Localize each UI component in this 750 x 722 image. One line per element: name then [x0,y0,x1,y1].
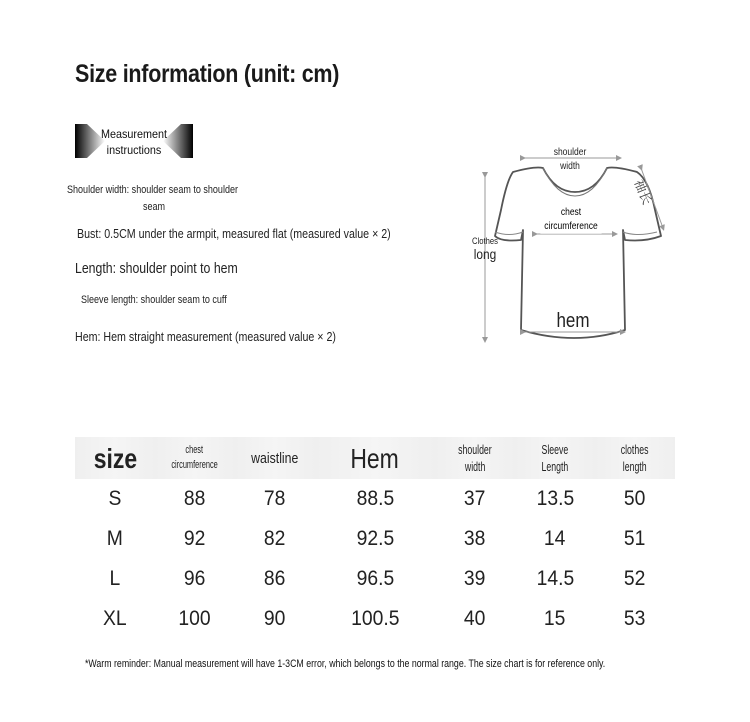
cell-shoulder: 40 [464,607,486,630]
measurement-instructions-badge [75,122,193,160]
cell-chest: 96 [184,567,206,590]
cell-clothes-length: 51 [624,527,646,550]
cell-sleeve: 14.5 [536,567,574,590]
diagram-chest-label: chest [560,207,582,218]
col-header-shoulder: shoulder width [435,437,515,479]
cell-sleeve: 15 [544,607,566,630]
diagram-shoulder-label: shoulder [553,147,587,158]
badge-line-1: Measurement [100,127,168,141]
cell-sleeve: 14 [544,527,566,550]
cell-hem: 96.5 [356,567,394,590]
col-header-waistline: waistline [235,437,315,479]
col-header-sleeve: Sleeve Length [515,437,595,479]
cell-hem: 92.5 [356,527,394,550]
instruction-sleeve: Sleeve length: shoulder seam to cuff [81,294,227,306]
cell-hem: 88.5 [356,487,394,510]
cell-size: XL [103,607,127,630]
cell-chest: 92 [184,527,206,550]
table-row [75,599,675,639]
cell-waistline: 90 [264,607,286,630]
table-row [75,559,675,599]
instruction-shoulder-cont: seam [143,201,166,213]
col-header-clothes-length: clothes length [595,437,675,479]
cell-clothes-length: 52 [624,567,646,590]
cell-shoulder: 37 [464,487,486,510]
table-row [75,519,675,559]
col-header-hem: Hem [315,437,435,479]
diagram-chest-label-2: circumference [544,221,598,232]
cell-clothes-length: 50 [624,487,646,510]
cell-waistline: 82 [264,527,286,550]
cell-size: S [108,487,122,510]
diagram-clothes-label: Clothes [472,236,498,246]
cell-waistline: 86 [264,567,286,590]
table-header-row [75,437,675,479]
size-table [75,437,675,639]
diagram-clothes-label-2: long [473,246,497,262]
cell-waistline: 78 [264,487,286,510]
cell-clothes-length: 53 [624,607,646,630]
instruction-shoulder: Shoulder width: shoulder seam to shoulder [67,184,238,196]
cell-chest: 100 [178,607,212,630]
cell-chest: 88 [184,487,206,510]
page-title: Size information (unit: cm) [75,60,340,88]
cell-shoulder: 38 [464,527,486,550]
diagram-shoulder-label-2: width [560,161,580,172]
warm-reminder-note: *Warm reminder: Manual measurement will have 1-3CM error, which belongs to the normal range. The size chart is for reference only. [85,658,606,670]
cell-size: M [106,527,124,550]
cell-hem: 100.5 [350,607,400,630]
diagram-hem-label: hem [556,310,590,332]
instruction-length: Length: shoulder point to hem [75,260,238,277]
diagram-sleeve-label: 袖长 [631,177,655,207]
badge-line-2: instructions [106,143,162,157]
col-header-chest: chest circumference [155,437,235,479]
instruction-bust: Bust: 0.5CM under the armpit, measured flat (measured value × 2) [77,226,391,241]
table-row [75,479,675,519]
cell-shoulder: 39 [464,567,486,590]
instruction-hem: Hem: Hem straight measurement (measured value × 2) [75,329,336,344]
cell-sleeve: 13.5 [536,487,574,510]
col-header-size: size [75,437,155,479]
cell-size: L [109,567,121,590]
